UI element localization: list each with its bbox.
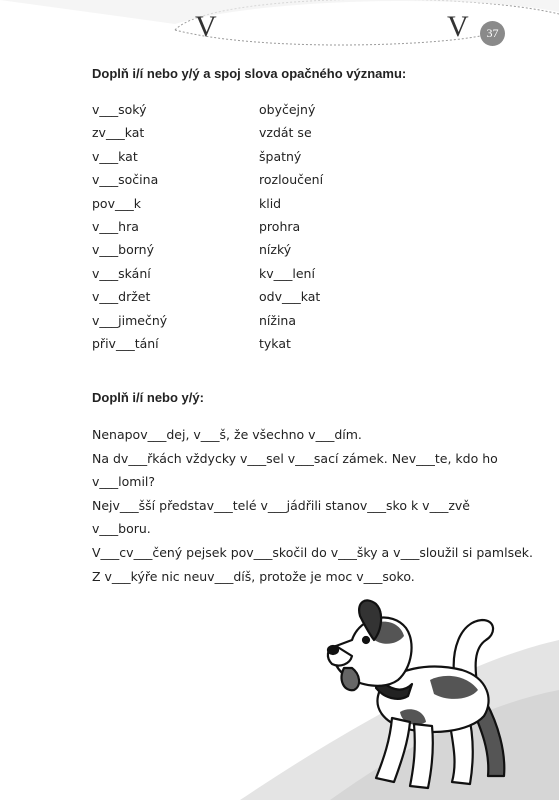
left-word-column bbox=[92, 101, 167, 358]
left-word-item: v___borný bbox=[92, 242, 154, 258]
right-word-item: tykat bbox=[259, 335, 291, 351]
right-word-column bbox=[259, 101, 323, 358]
exercise1-instruction: Doplň i/í nebo y/ý a spoj slova opačného významu: bbox=[92, 66, 407, 81]
right-word-item: kv___lení bbox=[259, 265, 315, 281]
right-word-item: odv___kat bbox=[259, 289, 321, 305]
left-word-item: v___držet bbox=[92, 289, 151, 305]
page-number-badge: 37 bbox=[480, 21, 505, 46]
left-word-item: v___skání bbox=[92, 265, 151, 281]
dog-illustration-icon bbox=[328, 600, 504, 788]
exercise2-line: v___lomil? bbox=[92, 474, 156, 490]
left-word-item: v___soký bbox=[92, 102, 147, 117]
left-word-item: v___hra bbox=[92, 218, 139, 234]
left-word-item: zv___kat bbox=[92, 125, 145, 141]
exercise2-text bbox=[92, 426, 532, 591]
header-decoration bbox=[0, 0, 559, 60]
right-word-item: klid bbox=[259, 195, 282, 211]
exercise2-line: Nenapov___dej, v___š, že všechno v___dím. bbox=[92, 427, 362, 442]
exercise2-line: Nejv___šší představ___telé v___jádřili stanov___sko k v___zvě bbox=[92, 497, 470, 513]
section-letter-left: V bbox=[195, 10, 217, 43]
section-letter-right: V bbox=[447, 10, 469, 43]
exercise2-instruction: Doplň i/í nebo y/ý: bbox=[92, 390, 204, 405]
left-word-item: v___sočina bbox=[92, 172, 159, 188]
right-word-item: rozloučení bbox=[259, 172, 324, 188]
exercise2-line: v___boru. bbox=[92, 521, 151, 537]
right-word-item: prohra bbox=[259, 218, 301, 234]
right-word-item: obyčejný bbox=[259, 102, 316, 117]
exercise2-line: Na dv___řkách vždycky v___sel v___sací zámek. Nev___te, kdo ho bbox=[92, 450, 498, 466]
right-word-item: špatný bbox=[259, 148, 302, 164]
right-word-item: nížina bbox=[259, 312, 297, 328]
right-word-item: vzdát se bbox=[259, 125, 312, 141]
exercise2-line: Z v___kýře nic neuv___díš, protože je moc v___soko. bbox=[92, 568, 415, 584]
left-word-item: v___kat bbox=[92, 148, 138, 164]
left-word-item: v___jimečný bbox=[92, 312, 168, 328]
left-word-item: přiv___tání bbox=[92, 335, 159, 351]
right-word-item: nízký bbox=[259, 242, 292, 258]
left-word-item: pov___k bbox=[92, 195, 141, 211]
exercise2-line: V___cv___čený pejsek pov___skočil do v___šky a v___sloužil si pamlsek. bbox=[92, 544, 533, 560]
